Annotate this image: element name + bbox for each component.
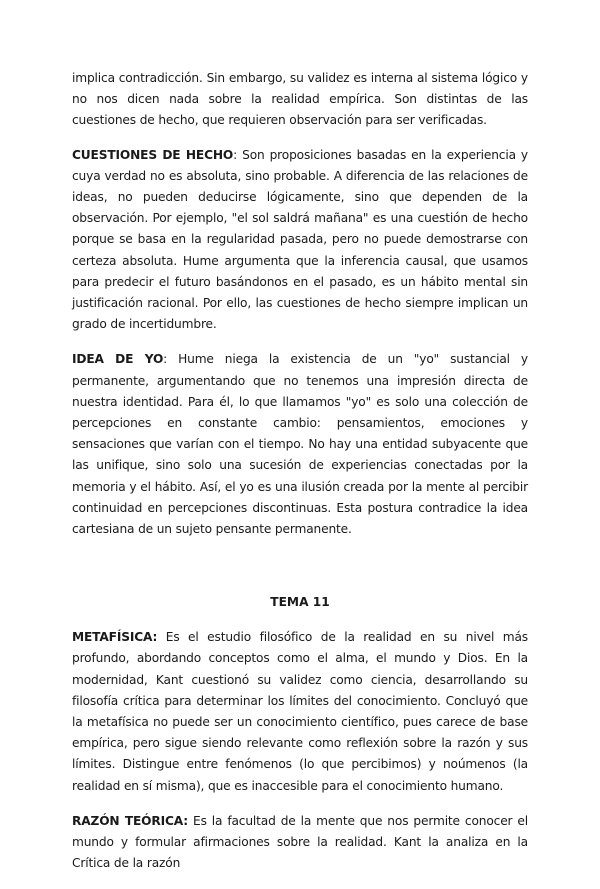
document-page bbox=[72, 68, 528, 889]
term-idea-de-yo: IDEA DE YO bbox=[72, 352, 164, 367]
paragraph-metafisica bbox=[72, 627, 528, 797]
definition-cuestiones-de-hecho: : Son proposiciones basadas en la experiencia y cuya verdad no es absoluta, sino probable. A diferencia de las relaciones de ideas, no pueden deducirse lógicamente, sino que dependen de la observación. Por ejemplo, "el sol saldrá mañana" es una cuestión de hecho porque se basa en la regularidad pasada, pero no puede demostrarse con certeza absoluta. Hume argumenta que la inferencia causal, que usamos para predecir el futuro basándonos en el pasado, es un hábito mental sin justificación racional. Por ello, las cuestiones de hecho siempre implican un grado de incertidumbre. bbox=[72, 147, 528, 332]
paragraph-cuestiones-de-hecho bbox=[72, 145, 528, 336]
definition-razon-teorica: Es la facultad de la mente que nos permite conocer el mundo y formular afirmaciones sobre la realidad. Kant la analiza en la Crítica de la razón bbox=[72, 813, 528, 871]
definition-idea-de-yo: : Hume niega la existencia de un "yo" sustancial y permanente, argumentando que no tenemos una impresión directa de nuestra identidad. Para él, lo que llamamos "yo" es solo una colección de percepciones en constante cambio: pensamientos, emociones y sensaciones que varían con el tiempo. No hay una entidad subyacente que las unifique, sino solo una sucesión de experiencias conectadas por la memoria y el hábito. Así, el yo es una ilusión creada por la mente al percibir continuidad en percepciones discontinuas. Esta postura contradice la idea cartesiana de un sujeto pensante permanente. bbox=[72, 352, 528, 537]
section-heading: TEMA 11 bbox=[270, 595, 330, 610]
term-razon-teorica: RAZÓN TEÓRICA: bbox=[72, 813, 189, 828]
term-cuestiones-de-hecho: CUESTIONES DE HECHO bbox=[72, 147, 234, 162]
paragraph-idea-de-yo bbox=[72, 349, 528, 540]
paragraph-intro: implica contradicción. Sin embargo, su validez es interna al sistema lógico y no nos dicen nada sobre la realidad empírica. Son distintas de las cuestiones de hecho, que requieren observación para ser verificadas. bbox=[72, 71, 528, 128]
definition-metafisica: Es el estudio filosófico de la realidad en su nivel más profundo, abordando conceptos como el alma, el mundo y Dios. En la modernidad, Kant cuestionó su validez como ciencia, desarrollando su filosofía crítica para determinar los límites del conocimiento. Concluyó que la metafísica no puede ser un conocimiento científico, pues carece de base empírica, pero sigue siendo relevante como reflexión sobre la razón y sus límites. Distingue entre fenómenos (lo que percibimos) y noúmenos (la realidad en sí misma), que es inaccesible para el conocimiento humano. bbox=[72, 630, 528, 793]
paragraph-razon-teorica bbox=[72, 811, 528, 875]
term-metafisica: METAFÍSICA: bbox=[72, 630, 158, 645]
